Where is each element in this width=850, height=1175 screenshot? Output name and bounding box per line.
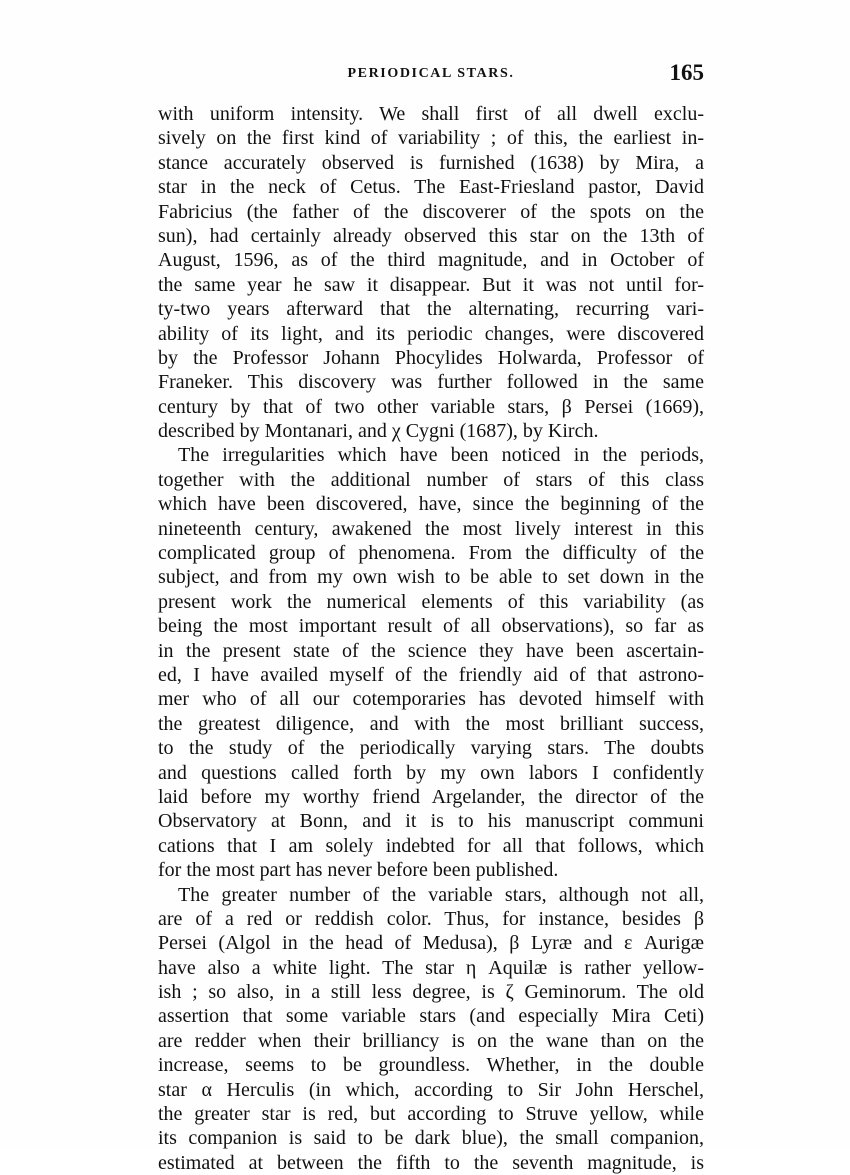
text-line: nineteenth century, awakened the most lively interest in this	[158, 517, 704, 540]
text-line: the greatest diligence, and with the most brilliant success,	[158, 712, 704, 735]
text-line: with uniform intensity. We shall first of all dwell exclu-	[158, 103, 704, 125]
text-line: Observatory at Bonn, and it is to his manuscript communi	[158, 810, 704, 833]
text-line: century by that of two other variable stars, β Persei (1669),	[158, 395, 704, 418]
text-line: ish ; so also, in a still less degree, is ζ Geminorum. The old	[158, 981, 704, 1004]
text-line: for the most part has never before been published.	[158, 859, 559, 882]
text-line: stance accurately observed is furnished (1638) by Mira, a	[158, 151, 704, 174]
text-line: and questions called forth by my own labors I confidently	[158, 761, 704, 784]
text-line: which have been discovered, have, since the beginning of the	[158, 493, 704, 516]
text-line: star α Herculis (in which, according to Sir John Herschel,	[158, 1078, 704, 1101]
text-line: Fabricius (the father of the discoverer of the spots on the	[158, 200, 704, 223]
text-line: Persei (Algol in the head of Medusa), β Lyræ and ε Aurigæ	[158, 932, 704, 955]
page-number: 165	[669, 60, 704, 85]
text-line: The greater number of the variable stars, although not all,	[178, 883, 704, 906]
text-line: August, 1596, as of the third magnitude, and in October of	[158, 249, 704, 272]
text-line: to the study of the periodically varying stars. The doubts	[158, 737, 704, 760]
text-line: complicated group of phenomena. From the difficulty of the	[158, 542, 704, 565]
text-line: being the most important result of all observations), so far as	[158, 615, 704, 638]
text-line: described by Montanari, and χ Cygni (1687), by Kirch.	[158, 420, 599, 443]
text-line: the same year he saw it disappear. But it was not until for-	[158, 273, 704, 296]
text-line: sun), had certainly already observed this star on the 13th of	[158, 224, 704, 247]
text-line: ed, I have availed myself of the friendly aid of that astrono-	[158, 663, 704, 686]
text-line: are of a red or reddish color. Thus, for instance, besides β	[158, 907, 704, 930]
running-title: PERIODICAL STARS.	[347, 66, 515, 81]
text-line: are redder when their brilliancy is on the wane than on the	[158, 1029, 704, 1052]
text-line: star in the neck of Cetus. The East-Friesland pastor, David	[158, 176, 704, 199]
text-line: ty-two years afterward that the alternating, recurring vari-	[158, 298, 704, 321]
text-line: subject, and from my own wish to be able to set down in the	[158, 566, 704, 589]
text-line: estimated at between the fifth to the seventh magnitude, is	[158, 1151, 704, 1174]
text-line: laid before my worthy friend Argelander, the director of the	[158, 785, 704, 808]
text-line: its companion is said to be dark blue), the small companion,	[158, 1127, 704, 1150]
text-line: by the Professor Johann Phocylides Holwarda, Professor of	[158, 346, 704, 369]
text-line: in the present state of the science they have been ascertain-	[158, 639, 704, 662]
text-line: cations that I am solely indebted for all that follows, which	[158, 834, 704, 857]
text-line: Franeker. This discovery was further followed in the same	[158, 371, 704, 394]
text-line: sively on the first kind of variability ; of this, the earliest in-	[158, 127, 704, 150]
running-head	[158, 62, 704, 92]
text-line: assertion that some variable stars (and especially Mira Ceti)	[158, 1005, 704, 1028]
text-line: mer who of all our cotemporaries has devoted himself with	[158, 688, 704, 711]
text-line: ability of its light, and its periodic changes, were discovered	[158, 322, 704, 345]
text-line: together with the additional number of stars of this class	[158, 468, 704, 491]
text-line: The irregularities which have been noticed in the periods,	[178, 444, 704, 467]
text-line: increase, seems to be groundless. Whether, in the double	[158, 1054, 704, 1077]
text-line: present work the numerical elements of this variability (as	[158, 590, 704, 613]
body-text	[158, 102, 704, 1175]
text-line: the greater star is red, but according to Struve yellow, while	[158, 1103, 704, 1126]
text-line: have also a white light. The star η Aquilæ is rather yellow-	[158, 956, 704, 979]
